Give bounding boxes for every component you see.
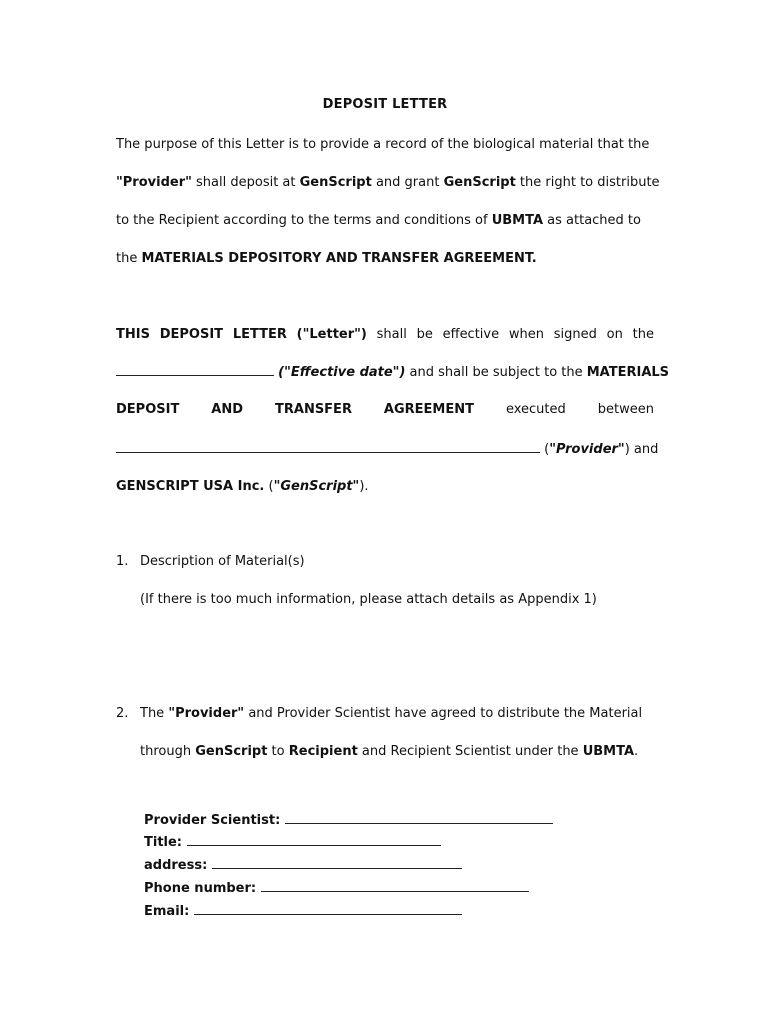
para2-text: ( (540, 442, 550, 457)
phone-label: Phone number: (144, 881, 257, 896)
item2-number: 2. (116, 706, 129, 721)
provider-name-blank[interactable] (116, 440, 540, 453)
ubmta-term: UBMTA (491, 213, 544, 228)
para2-line3 (116, 401, 654, 419)
genscript-term: GenScript (195, 744, 268, 759)
effective-date-blank[interactable] (116, 363, 274, 376)
para2-word: TRANSFER (275, 402, 352, 417)
item1-number: 1. (116, 554, 129, 569)
para2-line2 (116, 363, 670, 382)
para1-line4 (116, 250, 654, 268)
para2-word: between (597, 402, 654, 417)
para2-word: when (508, 327, 544, 342)
para2-word: DEPOSIT (159, 327, 224, 342)
phone-blank[interactable] (261, 879, 529, 892)
para2-word: AND (211, 402, 244, 417)
para2-word: signed (553, 327, 597, 342)
ubmta-term: UBMTA (582, 744, 635, 759)
item2-text: through (140, 744, 196, 759)
para1-text: the right to distribute (515, 175, 660, 190)
materials-term: MATERIALS (586, 365, 670, 380)
para1-text: shall deposit at (191, 175, 300, 190)
provider-scientist-blank[interactable] (285, 811, 553, 824)
para1-text: as attached to (543, 213, 641, 228)
para2-text: ) and (624, 442, 659, 457)
para2-word: the (632, 327, 654, 342)
item2-line2 (140, 743, 638, 761)
para2-line4 (116, 440, 659, 459)
para2-line1 (116, 326, 654, 344)
para2-text: ( (264, 479, 274, 494)
para1-text: the (116, 251, 142, 266)
item2-text: . (634, 744, 639, 759)
para1-text: to the Recipient according to the terms and conditions of (116, 213, 492, 228)
item2-text: and Provider Scientist have agreed to distribute the Material (244, 706, 643, 721)
provider-scientist-field (144, 811, 553, 830)
effective-date-term: ("Effective date") (278, 365, 406, 380)
item1-note: (If there is too much information, please attach details as Appendix 1) (140, 592, 597, 607)
para2-word: AGREEMENT (383, 402, 474, 417)
para2-word: effective (442, 327, 500, 342)
item2-text: The (140, 706, 169, 721)
para2-word: THIS (116, 327, 150, 342)
item1-heading: Description of Material(s) (140, 554, 305, 569)
recipient-term: Recipient (288, 744, 358, 759)
para2-word: executed (505, 402, 566, 417)
address-field (144, 856, 462, 875)
title-blank[interactable] (187, 833, 441, 846)
item2-text: and Recipient Scientist under the (357, 744, 583, 759)
para2-word: on (606, 327, 623, 342)
provider-term: "Provider" (116, 175, 192, 190)
item2-text: to (267, 744, 289, 759)
genscript-term: "GenScript" (273, 479, 360, 494)
email-field (144, 902, 462, 921)
para2-word: be (416, 327, 433, 342)
para2-word: DEPOSIT (116, 402, 180, 417)
letter-term: ("Letter") (296, 327, 367, 342)
para2-word: LETTER (232, 327, 287, 342)
address-label: address: (144, 858, 208, 873)
address-blank[interactable] (212, 856, 462, 869)
para1-line2 (116, 174, 660, 192)
para2-text: ). (359, 479, 369, 494)
item2-text-wrap (140, 705, 642, 723)
para1-text: The purpose of this Letter is to provide a record of the biological material that the (116, 137, 650, 152)
para2-line5 (116, 478, 654, 496)
genscript-term: GenScript (443, 175, 516, 190)
genscript-term: GenScript (299, 175, 372, 190)
provider-scientist-label: Provider Scientist: (144, 813, 281, 828)
para1-line3 (116, 212, 654, 230)
para2-text: and shall be subject to the (405, 365, 587, 380)
document-title: DEPOSIT LETTER (322, 97, 448, 112)
item2-line1 (140, 705, 654, 723)
title-label: Title: (144, 835, 183, 850)
para1-text: and grant (371, 175, 444, 190)
para1-line1 (116, 136, 654, 154)
provider-term: "Provider" (549, 442, 625, 457)
email-label: Email: (144, 904, 190, 919)
title-field (144, 833, 441, 852)
provider-term: "Provider" (168, 706, 245, 721)
genscript-usa-term: GENSCRIPT USA Inc. (116, 479, 265, 494)
email-blank[interactable] (194, 902, 462, 915)
agreement-term: MATERIALS DEPOSITORY AND TRANSFER AGREEMENT. (141, 251, 537, 266)
phone-field (144, 879, 529, 898)
para2-word: shall (376, 327, 407, 342)
